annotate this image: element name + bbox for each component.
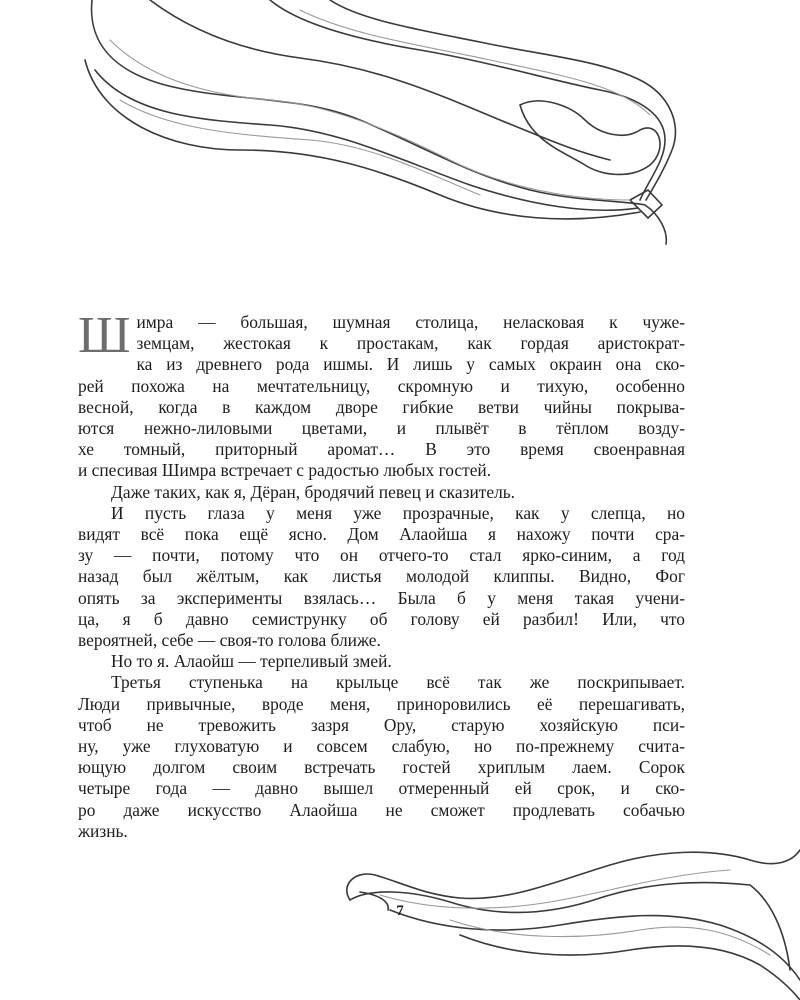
text-line: зу — почти, потому что он отчего-то стал ярко-синим, а год — [78, 545, 685, 566]
bottom-ornament-illustration — [330, 840, 800, 1000]
text-line: весной, когда в каждом дворе гибкие ветви чийны покрыва- — [78, 396, 685, 417]
main-text — [78, 307, 685, 842]
text-line: ну, уже глуховатую и совсем слабую, но по-прежнему счита- — [78, 736, 685, 757]
text-line: Но то я. Алаойш — терпеливый змей. — [111, 651, 392, 672]
text-line: ца, я б давно семиструнку об голову ей разбил! Или, что — [78, 608, 685, 629]
text-line: и спесивая Шимра встречает с радостью любых гостей. — [78, 460, 492, 481]
text-line: четыре года — давно вышел отмеренный ей срок, и ско- — [78, 778, 685, 799]
text-line: Люди привычные, вроде меня, приноровились её перешагивать, — [78, 693, 685, 714]
text-line: Даже таких, как я, Дёран, бродячий певец и сказитель. — [111, 481, 516, 502]
text-line: земцам, жестокая к простакам, как гордая аристократ- — [136, 333, 685, 354]
text-line: рей похожа на мечтательницу, скромную и тихую, особенно — [78, 375, 685, 396]
page-number: 7 — [396, 903, 404, 919]
top-ornament-illustration — [0, 0, 800, 260]
text-line: ющую долгом своим встречать гостей хриплым лаем. Сорок — [78, 757, 685, 778]
text-line: чтоб не тревожить зазря Ору, старую хозяйскую пси- — [78, 714, 685, 735]
text-line: И пусть глаза у меня уже прозрачные, как у слепца, но — [111, 502, 685, 523]
text-line: ка из древнего рода ишмы. И лишь у самых окраин она ско- — [136, 354, 685, 375]
text-line: ро даже искусство Алаойша не сможет продлевать собачью — [78, 799, 685, 820]
text-line: видят всё пока ещё ясно. Дом Алаойша я нахожу почти сра- — [78, 524, 685, 545]
text-line: назад был жёлтым, как листья молодой клиппы. Видно, Фог — [78, 566, 685, 587]
text-line: жизнь. — [78, 820, 128, 841]
text-line: опять за эксперименты взялась… Была б у меня такая учени- — [78, 587, 685, 608]
text-line: вероятней, себе — своя-то голова ближе. — [78, 630, 381, 651]
drop-cap: Ш — [78, 307, 131, 364]
text-line: ются нежно-лиловыми цветами, и плывёт в тёплом возду- — [78, 418, 685, 439]
text-line: Третья ступенька на крыльце всё так же поскрипывает. — [111, 672, 685, 693]
text-line: хе томный, приторный аромат… В это время своенравная — [78, 439, 685, 460]
text-line: имра — большая, шумная столица, неласковая к чуже- — [136, 312, 685, 332]
